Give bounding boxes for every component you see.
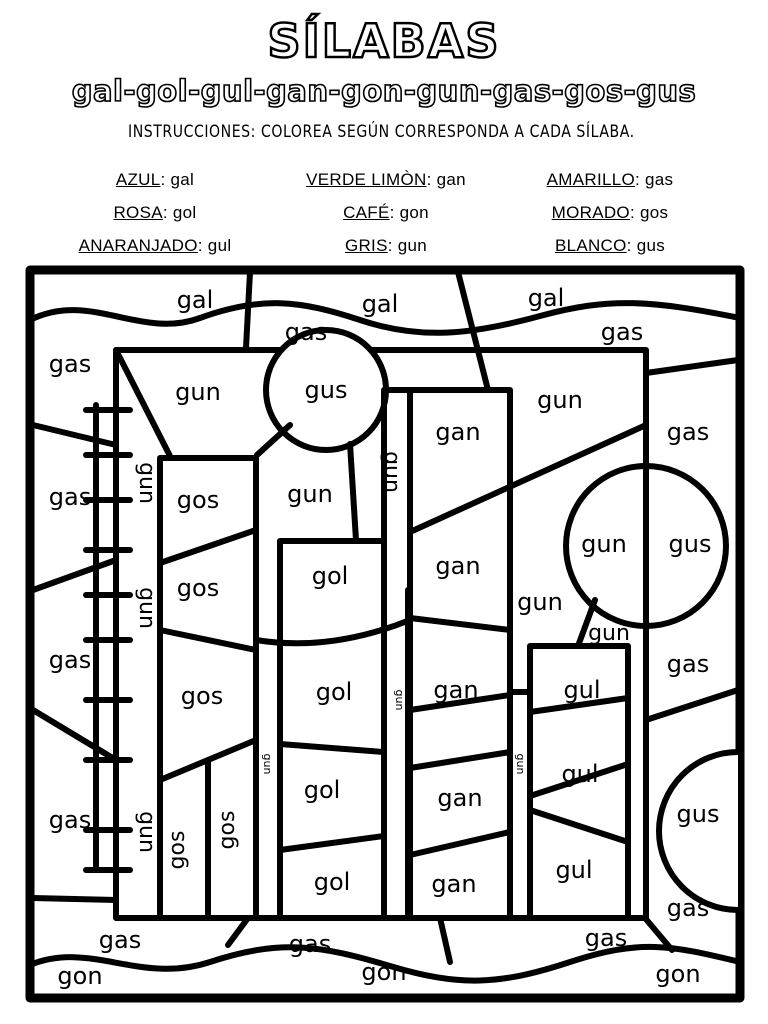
label-gus: gus [304, 376, 348, 404]
key-entry-gris: GRIS: gun [344, 236, 428, 255]
label-gas: gas [48, 483, 92, 511]
label-gas: gas [584, 924, 628, 952]
key-entry-morado: MORADO: gos [551, 203, 669, 222]
label-gal: gal [361, 290, 399, 318]
label-gas: gas [666, 650, 710, 678]
label-gus: gus [668, 530, 712, 558]
key-entry-amarillo: AMARILLO: gas [546, 170, 674, 189]
label-gun: gun [287, 480, 333, 508]
label-gos: gos [215, 810, 240, 850]
label-gun: gun [581, 530, 627, 558]
label-gon: gon [655, 960, 701, 988]
label-gun: gun [261, 753, 274, 775]
label-gun: gun [537, 386, 583, 414]
label-gun: gun [588, 621, 630, 646]
label-gun: gun [175, 378, 221, 406]
label-gun: gun [514, 753, 527, 775]
label-gos: gos [180, 682, 224, 710]
label-gas: gas [666, 418, 710, 446]
label-gan: gan [431, 870, 477, 898]
key-entry-cafe: CAFÉ: gon [343, 203, 429, 222]
label-gun: gun [393, 689, 406, 711]
label-gan: gan [437, 784, 483, 812]
label-gol: gol [303, 776, 341, 804]
label-gas: gas [48, 806, 92, 834]
label-gol: gol [313, 868, 351, 896]
label-gas: gas [284, 318, 328, 346]
label-gas: gas [98, 926, 142, 954]
picture-lines [30, 270, 740, 998]
label-gun: gun [134, 811, 159, 853]
label-gul: gul [563, 676, 601, 704]
key-entry-verde-limon: VERDE LIMÒN: gan [306, 170, 466, 189]
label-gol: gol [311, 562, 349, 590]
label-gal: gal [176, 286, 214, 314]
label-gun: gun [134, 587, 159, 629]
label-gul: gul [561, 760, 599, 788]
key-entry-anaranjado: ANARANJADO: gul [78, 236, 232, 255]
label-gol: gol [315, 678, 353, 706]
label-gon: gon [57, 962, 103, 990]
label-gas: gas [288, 930, 332, 958]
worksheet-title: SÍLABAS [267, 14, 501, 68]
label-gan: gan [435, 418, 481, 446]
label-gos: gos [165, 830, 190, 870]
key-entry-azul: AZUL: gal [115, 170, 195, 189]
label-gas: gas [666, 894, 710, 922]
label-gas: gas [48, 350, 92, 378]
label-gan: gan [433, 676, 479, 704]
key-entry-blanco: BLANCO: gus [554, 236, 666, 255]
label-gos: gos [176, 486, 220, 514]
instructions: INSTRUCCIONES: COLOREA SEGÚN CORRESPONDA A CADA SÍLABA. [128, 122, 635, 142]
label-gon: gon [361, 958, 407, 986]
label-gun: gun [517, 588, 563, 616]
label-gan: gan [435, 552, 481, 580]
label-gul: gul [555, 856, 593, 884]
label-gos: gos [176, 574, 220, 602]
label-gun: gun [134, 462, 159, 504]
key-entry-rosa: ROSA: gol [113, 203, 197, 222]
label-gal: gal [527, 284, 565, 312]
syllable-list: gal-gol-gul-gan-gon-gun-gas-gos-gus [71, 74, 697, 108]
label-gun: gun [379, 451, 404, 493]
label-gas: gas [600, 318, 644, 346]
label-gus: gus [676, 800, 720, 828]
label-gas: gas [48, 646, 92, 674]
